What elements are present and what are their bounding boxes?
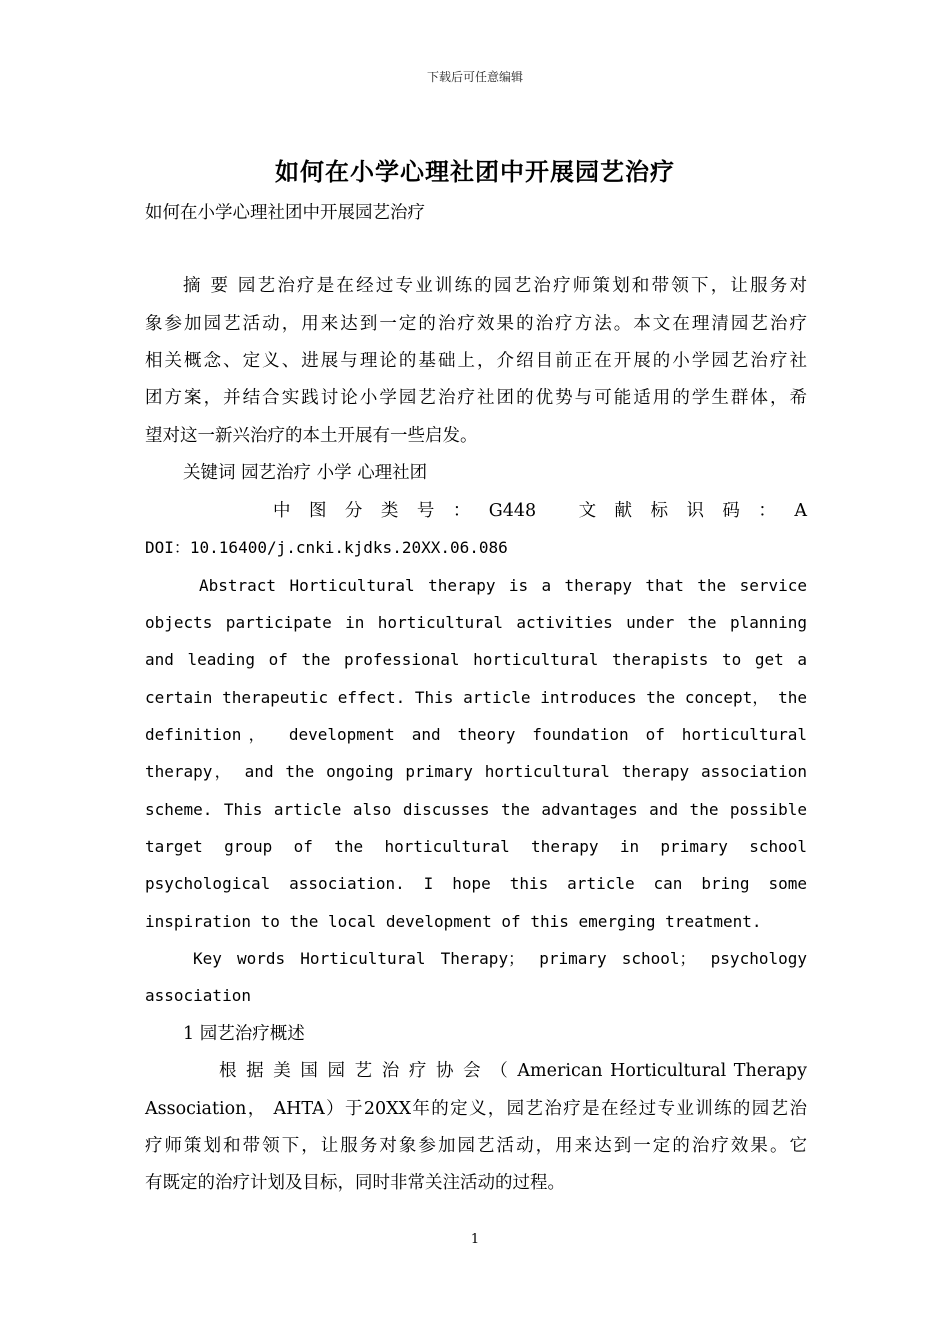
abstract-en-line: Abstract Horticultural therapy is a therapy that the service (199, 576, 807, 595)
classification: 中 图 分 类 号 ： G448 文 献 标 识 码 ： A (273, 501, 807, 521)
abstract-en-line: psychological association. I hope this article can bring some (145, 874, 807, 893)
abstract-cn-line: 摘 要 园艺治疗是在经过专业训练的园艺治疗师策划和带领下，让服务对 (183, 276, 807, 296)
abstract-cn-line: 相关概念、定义、进展与理论的基础上，介绍目前正在开展的小学园艺治疗社 (145, 351, 807, 371)
subtitle: 如何在小学心理社团中开展园艺治疗 (145, 203, 425, 223)
keywords-en-line: Key words Horticultural Therapy； primary school； psychology (193, 949, 807, 968)
abstract-en-line: scheme. This article also discusses the advantages and the possible (145, 800, 807, 819)
section-para-line: 疗师策划和带领下，让服务对象参加园艺活动，用来达到一定的治疗效果。它 (145, 1136, 807, 1156)
abstract-en-line: target group of the horticultural therapy in primary school (145, 837, 807, 856)
abstract-en-line: definition， development and theory foundation of horticultural (145, 725, 807, 744)
page-number: 1 (470, 1232, 480, 1247)
document-title: 如何在小学心理社团中开展园艺治疗 (275, 158, 675, 186)
abstract-cn-line: 望对这一新兴治疗的本土开展有一些启发。 (145, 426, 478, 446)
abstract-cn-line: 团方案，并结合实践讨论小学园艺治疗社团的优势与可能适用的学生群体，希 (145, 388, 807, 408)
abstract-en-line: objects participate in horticultural activities under the planning (145, 613, 807, 632)
abstract-cn-line: 象参加园艺活动，用来达到一定的治疗效果的治疗方法。本文在理清园艺治疗 (145, 314, 807, 334)
section-heading: 1 园艺治疗概述 (183, 1024, 305, 1044)
abstract-en-line: and leading of the professional horticultural therapists to get a (145, 650, 807, 669)
section-para-line: 有既定的治疗计划及目标，同时非常关注活动的过程。 (145, 1173, 565, 1193)
page-header: 下载后可任意编辑 (426, 70, 523, 84)
abstract-en-line: certain therapeutic effect. This article introduces the concept， the (145, 688, 807, 707)
section-para-line: Association， AHTA）于20XX年的定义，园艺治疗是在经过专业训练的园艺治 (145, 1099, 807, 1119)
abstract-en-line: therapy， and the ongoing primary horticultural therapy association (145, 762, 807, 781)
abstract-en-line: inspiration to the local development of this emerging treatment. (145, 912, 762, 931)
doi: DOI：10.16400/j.cnki.kjdks.20XX.06.086 (145, 538, 508, 557)
section-para-line: 根 据 美 国 园 艺 治 疗 协 会 （ American Horticultural Therapy (219, 1061, 807, 1081)
keywords-cn: 关键词 园艺治疗 小学 心理社团 (183, 463, 428, 483)
keywords-en-line: association (145, 986, 251, 1005)
